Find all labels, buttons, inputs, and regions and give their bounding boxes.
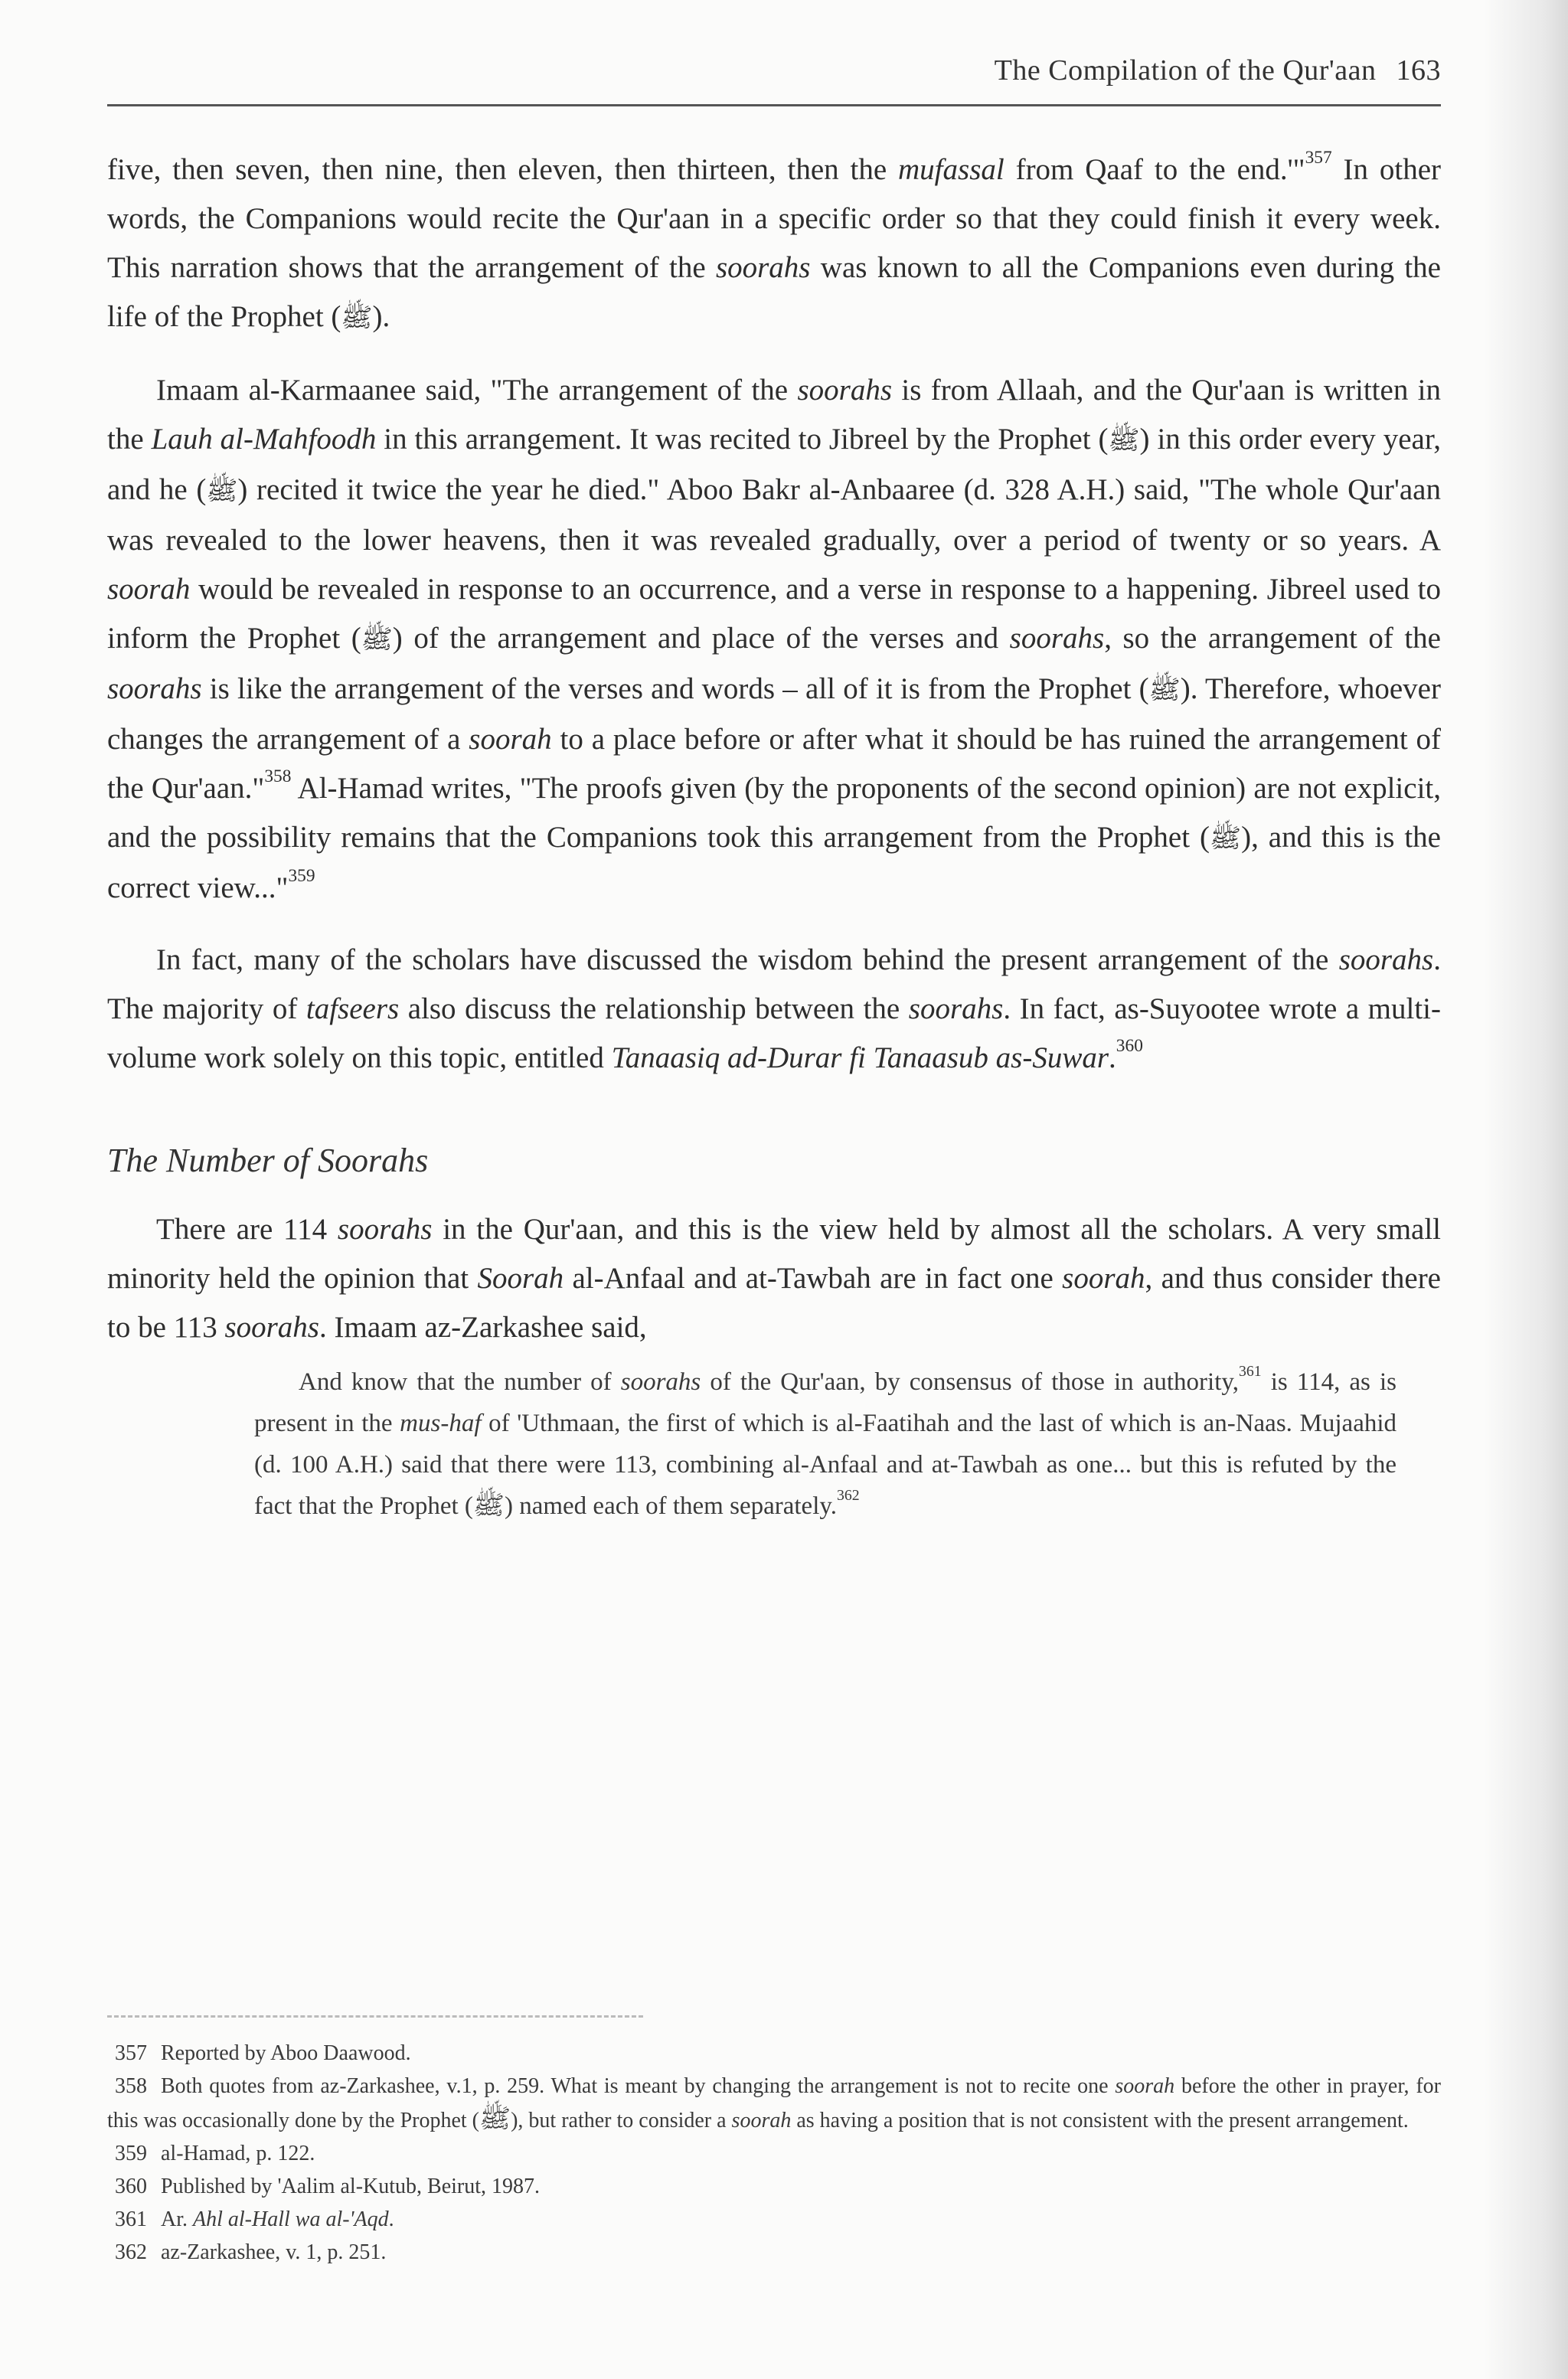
italic-term: mus-haf: [400, 1410, 482, 1437]
footnote-359: [107, 2137, 1441, 2170]
footnote-ref-357[interactable]: 357: [1305, 147, 1332, 168]
text-run: in this arrangement. It was recited to Jibreel by the Prophet (: [376, 423, 1109, 456]
text-run: . The majority of: [107, 943, 1441, 1025]
page-number: 163: [1396, 54, 1441, 87]
paragraph-1: [107, 145, 1441, 343]
text-run: ), and this is the correct view...": [107, 821, 1441, 904]
paragraph-4: [107, 1205, 1441, 1352]
footnote-357: [107, 2037, 1441, 2070]
italic-term: tafseers: [305, 992, 400, 1025]
text-run: to a place before or after what it should be has ruined the arrangement of the Qur'aan.": [107, 723, 1442, 805]
italic-term: Ahl al-Hall wa al-'Aqd: [193, 2207, 389, 2231]
italic-term: soorahs: [107, 672, 202, 705]
text-run: five, then seven, then nine, then eleven, then thirteen, then the: [107, 153, 899, 186]
italic-term: soorah: [1062, 1262, 1145, 1295]
text-run: also discuss the relationship between the: [399, 992, 909, 1025]
running-header: [995, 54, 1441, 87]
italic-term: soorah: [1115, 2074, 1175, 2098]
text-run: ) in this order every year, and he (: [107, 423, 1441, 506]
footnote-number: 360: [115, 2175, 147, 2198]
footnote-text: as having a position that is not consistent with the present arrangement.: [791, 2109, 1409, 2132]
page-header: [107, 51, 1441, 106]
italic-term: soorahs: [1338, 943, 1434, 976]
footnote-text: before the other in prayer, for this was occasionally done by the Prophet (: [107, 2074, 1441, 2132]
footnote-358: [107, 2070, 1441, 2137]
salawat-glyph: ﷺ: [1108, 426, 1140, 455]
footnotes: [107, 2037, 1441, 2269]
footnote-text: Reported by Aboo Daawood.: [161, 2041, 411, 2065]
footnote-ref-359[interactable]: 359: [288, 865, 315, 886]
text-run: . Imaam az-Zarkashee said,: [319, 1311, 647, 1344]
italic-term: Lauh al-Mahfoodh: [151, 423, 377, 456]
text-run: .: [1109, 1041, 1116, 1074]
footnote-text: Published by 'Aalim al-Kutub, Beirut, 1987.: [161, 2175, 541, 2198]
text-run: . In fact, as-Suyootee wrote a multi-volume work solely on this topic, entitled: [107, 992, 1441, 1074]
footnote-separator: [107, 2015, 643, 2018]
text-run: ) named each of them separately.: [504, 1492, 837, 1520]
italic-term: soorah: [731, 2109, 792, 2132]
footnote-ref-358[interactable]: 358: [264, 766, 292, 786]
footnote-text: Ar.: [161, 2207, 193, 2231]
paragraph-2: [107, 366, 1441, 913]
salawat-glyph: ﷺ: [1210, 825, 1242, 853]
text-run: , so the arrangement of the: [1104, 622, 1441, 655]
footnote-number: 358: [115, 2074, 147, 2098]
footnote-text: ), but rather to consider a: [511, 2109, 732, 2132]
running-title: The Compilation of the Qur'aan: [994, 54, 1377, 87]
section-heading: The Number of Soorahs: [107, 1142, 429, 1179]
footnote-number: 362: [115, 2240, 147, 2264]
text-run: In other words, the Companions would recite the Qur'aan in a specific order so that they could finish it every week. This narration shows that the arrangement of the: [107, 153, 1442, 284]
italic-term: soorahs: [715, 251, 811, 284]
salawat-glyph: ﷺ: [472, 1492, 505, 1520]
text-run: is from Allaah, and the Qur'aan is written in the: [107, 374, 1442, 456]
italic-term: soorahs: [908, 992, 1004, 1025]
book-title: Tanaasiq ad-Durar fi Tanaasub as-Suwar: [611, 1041, 1109, 1074]
text-run: Al-Hamad writes, "The proofs given (by the proponents of the second opinion) are not explicit, and the possibility remains that the Companions took this arrangement from the Prophet (: [107, 772, 1441, 854]
text-run: ) of the arrangement and place of the verses and: [392, 622, 1010, 655]
salawat-glyph: ﷺ: [206, 477, 238, 505]
text-run: There are 114: [156, 1213, 338, 1246]
salawat-glyph: ﷺ: [341, 304, 373, 332]
italic-term: Soorah: [477, 1262, 564, 1295]
footnote-ref-362[interactable]: 362: [836, 1487, 860, 1505]
footnote-362: [107, 2236, 1441, 2269]
salawat-glyph: ﷺ: [479, 2105, 511, 2133]
text-run: ) recited it twice the year he died." Aboo Bakr al-Anbaaree (d. 328 A.H.) said, "The whole Qur'aan was revealed to the lower heavens, then it was revealed gradually, over a period of twenty or so years. A: [107, 473, 1441, 557]
paragraph-3: [107, 936, 1441, 1083]
block-quote: [254, 1361, 1396, 1527]
text-run: Imaam al-Karmaanee said, "The arrangement of the: [156, 374, 798, 407]
footnote-number: 361: [115, 2207, 147, 2231]
italic-term: soorahs: [1009, 622, 1105, 655]
footnote-number: 357: [115, 2041, 147, 2065]
text-run: ).: [372, 300, 390, 333]
text-run: in the Qur'aan, and this is the view held by almost all the scholars. A very small minority held the opinion that: [107, 1213, 1442, 1295]
italic-term: soorahs: [224, 1311, 319, 1344]
italic-term: soorahs: [337, 1213, 433, 1246]
footnote-number: 359: [115, 2142, 147, 2165]
italic-term: soorah: [469, 723, 552, 756]
text-run: of the Qur'aan, by consensus of those in authority,: [701, 1368, 1239, 1396]
text-run: would be revealed in response to an occurrence, and a verse in response to a happening. Jibreel used to inform the Prophet (: [107, 573, 1441, 655]
salawat-glyph: ﷺ: [1148, 676, 1181, 704]
italic-term: soorah: [107, 573, 191, 606]
italic-term: mufassal: [898, 153, 1004, 186]
footnote-text: .: [388, 2207, 394, 2231]
text-run: was known to all the Companions even during the life of the Prophet (: [107, 251, 1441, 333]
italic-term: soorahs: [797, 374, 893, 407]
text-run: ). Therefore, whoever changes the arrangement of a: [107, 672, 1441, 756]
italic-term: soorahs: [620, 1368, 701, 1396]
text-run: al-Anfaal and at-Tawbah are in fact one: [564, 1262, 1063, 1295]
salawat-glyph: ﷺ: [361, 626, 393, 654]
footnote-text: az-Zarkashee, v. 1, p. 251.: [161, 2240, 387, 2264]
text-run: is 114, as is present in the: [254, 1368, 1396, 1437]
text-run: from Qaaf to the end.'": [1004, 153, 1305, 186]
footnote-360: [107, 2170, 1441, 2203]
quote-text: [254, 1361, 1396, 1527]
footnote-ref-360[interactable]: 360: [1116, 1035, 1143, 1056]
footnote-361: [107, 2203, 1441, 2236]
footnote-text: Both quotes from az-Zarkashee, v.1, p. 259. What is meant by changing the arrangement is not to recite one: [161, 2074, 1116, 2098]
text-run: , and thus consider there to be 113: [107, 1262, 1441, 1344]
footnote-text: al-Hamad, p. 122.: [161, 2142, 315, 2165]
text-run: of 'Uthmaan, the first of which is al-Faatihah and the last of which is an-Naas. Mujaahid (d. 100 A.H.) said that there were 113, combining al-Anfaal and at-Tawbah as one... but this is refuted by the fact that the Prophet (: [254, 1410, 1397, 1520]
main-text: [107, 145, 1441, 1527]
text-run: In fact, many of the scholars have discussed the wisdom behind the present arrangement of the: [156, 943, 1339, 976]
text-run: And know that the number of: [299, 1368, 621, 1396]
text-run: is like the arrangement of the verses and words – all of it is from the Prophet (: [201, 672, 1149, 705]
footnote-ref-361[interactable]: 361: [1238, 1363, 1262, 1381]
